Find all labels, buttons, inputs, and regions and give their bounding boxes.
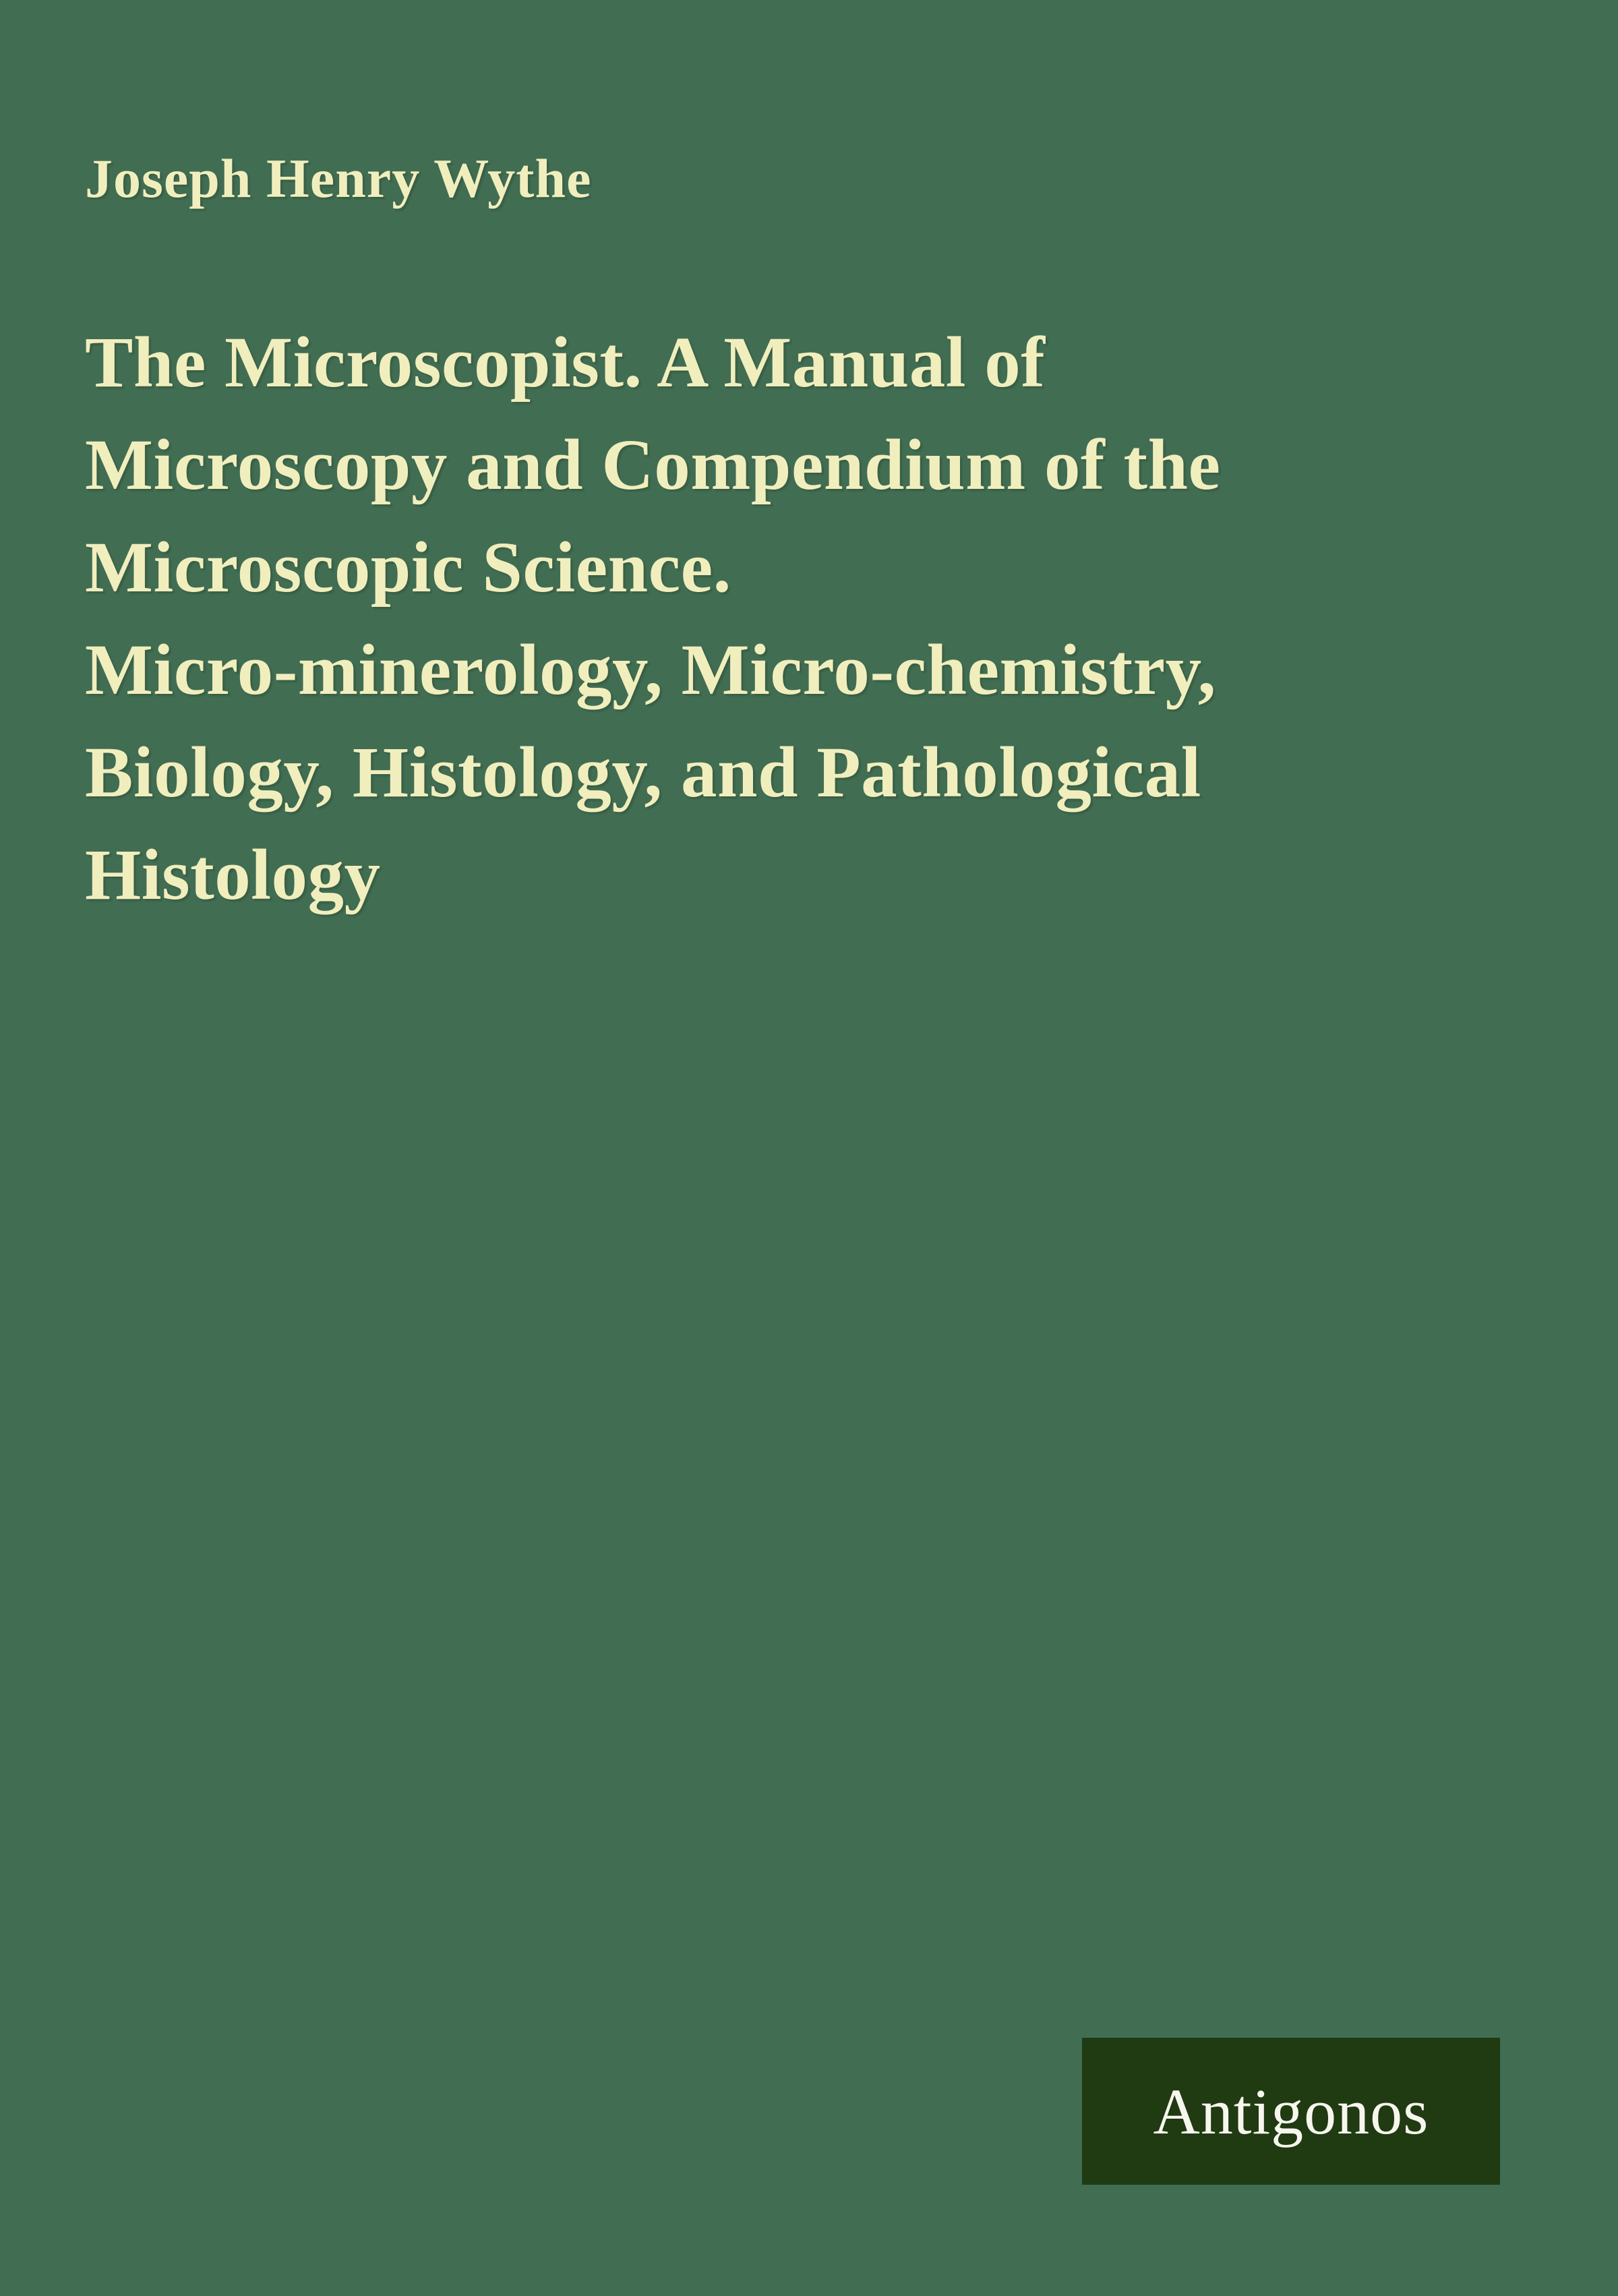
title-line: The Microscopist. A Manual of xyxy=(85,323,1046,403)
title-line: Microscopic Science. xyxy=(85,528,731,608)
author-name: Joseph Henry Wythe xyxy=(85,148,592,209)
title-line: Micro-minerology, Micro-chemistry, xyxy=(85,630,1217,710)
title-line: Microscopy and Compendium of the xyxy=(85,425,1221,505)
publisher-box xyxy=(1082,2038,1500,2185)
title-line: Biology, Histology, and Pathological xyxy=(85,733,1201,813)
publisher-name: Antigonos xyxy=(1153,2075,1429,2148)
book-title xyxy=(85,312,1534,926)
title-line: Histology xyxy=(85,835,381,915)
